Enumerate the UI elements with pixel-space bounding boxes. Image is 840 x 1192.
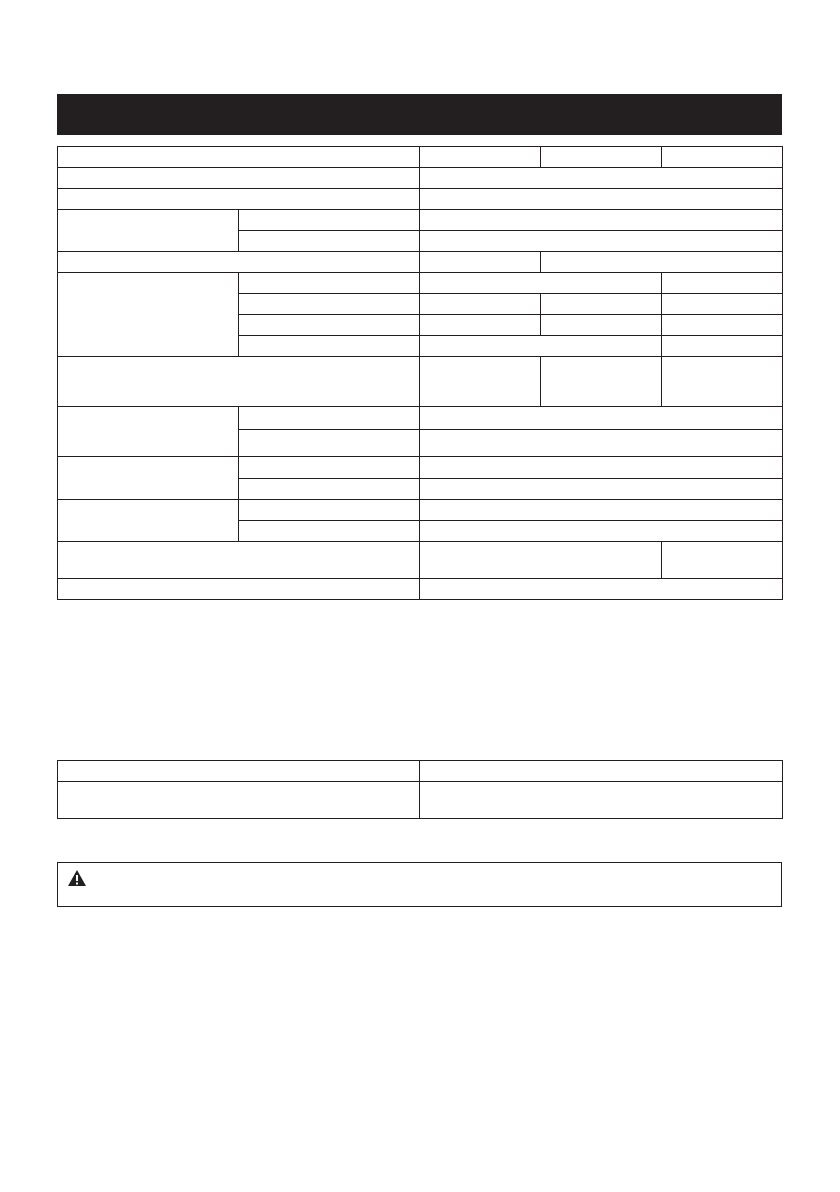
table-cell bbox=[58, 782, 420, 819]
table-cell bbox=[420, 357, 541, 407]
table-cell bbox=[420, 761, 783, 782]
table-cell bbox=[58, 252, 420, 273]
table-cell bbox=[420, 407, 783, 430]
table-cell bbox=[541, 252, 783, 273]
table-cell bbox=[420, 168, 783, 189]
table-row bbox=[58, 189, 783, 210]
table-cell bbox=[420, 457, 783, 479]
table-row bbox=[58, 782, 783, 819]
table-cell bbox=[58, 500, 239, 542]
table-cell bbox=[420, 189, 783, 210]
table-cell bbox=[239, 273, 420, 294]
table-cell bbox=[58, 168, 420, 189]
table-cell bbox=[420, 294, 541, 315]
table-cell bbox=[239, 294, 420, 315]
table-cell bbox=[420, 231, 783, 252]
table-cell bbox=[662, 542, 783, 579]
table-row bbox=[58, 147, 783, 168]
specifications-table bbox=[57, 146, 783, 600]
section-header-bar bbox=[57, 94, 782, 135]
table-cell bbox=[239, 315, 420, 336]
table-row bbox=[58, 252, 783, 273]
table-cell bbox=[420, 315, 541, 336]
table-cell bbox=[239, 521, 420, 542]
table-cell bbox=[420, 430, 783, 457]
table-cell bbox=[420, 147, 541, 168]
table-cell bbox=[420, 273, 662, 294]
table-row bbox=[58, 761, 783, 782]
table-cell bbox=[239, 500, 420, 521]
table-cell bbox=[420, 252, 541, 273]
table-row bbox=[58, 273, 783, 294]
table-cell bbox=[420, 521, 783, 542]
table-row bbox=[58, 542, 783, 579]
secondary-table bbox=[57, 760, 783, 819]
table-cell bbox=[239, 407, 420, 430]
table-row bbox=[58, 500, 783, 521]
table-cell bbox=[420, 579, 783, 600]
table-cell bbox=[420, 210, 783, 231]
table-row bbox=[58, 357, 783, 407]
table-cell bbox=[541, 315, 662, 336]
table-cell bbox=[58, 407, 239, 457]
table-cell bbox=[662, 315, 783, 336]
table-row bbox=[58, 407, 783, 430]
table-cell bbox=[58, 761, 420, 782]
table-cell bbox=[420, 479, 783, 500]
table-cell bbox=[662, 357, 783, 407]
table-cell bbox=[239, 336, 420, 357]
warning-box bbox=[57, 862, 782, 907]
table-cell bbox=[541, 147, 662, 168]
table-cell bbox=[58, 542, 420, 579]
table-cell bbox=[58, 273, 239, 357]
table-cell bbox=[239, 430, 420, 457]
table-cell bbox=[58, 210, 239, 252]
table-cell bbox=[541, 357, 662, 407]
table-cell bbox=[662, 336, 783, 357]
table-cell bbox=[420, 336, 662, 357]
table-cell bbox=[420, 500, 783, 521]
table-row bbox=[58, 457, 783, 479]
table-cell bbox=[58, 457, 239, 500]
table-cell bbox=[662, 294, 783, 315]
table-cell bbox=[58, 147, 420, 168]
table-cell bbox=[239, 210, 420, 231]
table-cell bbox=[58, 579, 420, 600]
table-row bbox=[58, 168, 783, 189]
table-cell bbox=[239, 231, 420, 252]
table-cell bbox=[662, 273, 783, 294]
table-cell bbox=[420, 542, 662, 579]
table-cell bbox=[58, 357, 420, 407]
table-cell bbox=[58, 189, 420, 210]
table-cell bbox=[239, 457, 420, 479]
table-cell bbox=[239, 479, 420, 500]
table-row bbox=[58, 579, 783, 600]
table-row bbox=[58, 210, 783, 231]
warning-triangle-icon bbox=[67, 869, 87, 887]
table-cell bbox=[541, 294, 662, 315]
table-cell bbox=[662, 147, 783, 168]
table-cell bbox=[420, 782, 783, 819]
section-title bbox=[57, 106, 69, 123]
